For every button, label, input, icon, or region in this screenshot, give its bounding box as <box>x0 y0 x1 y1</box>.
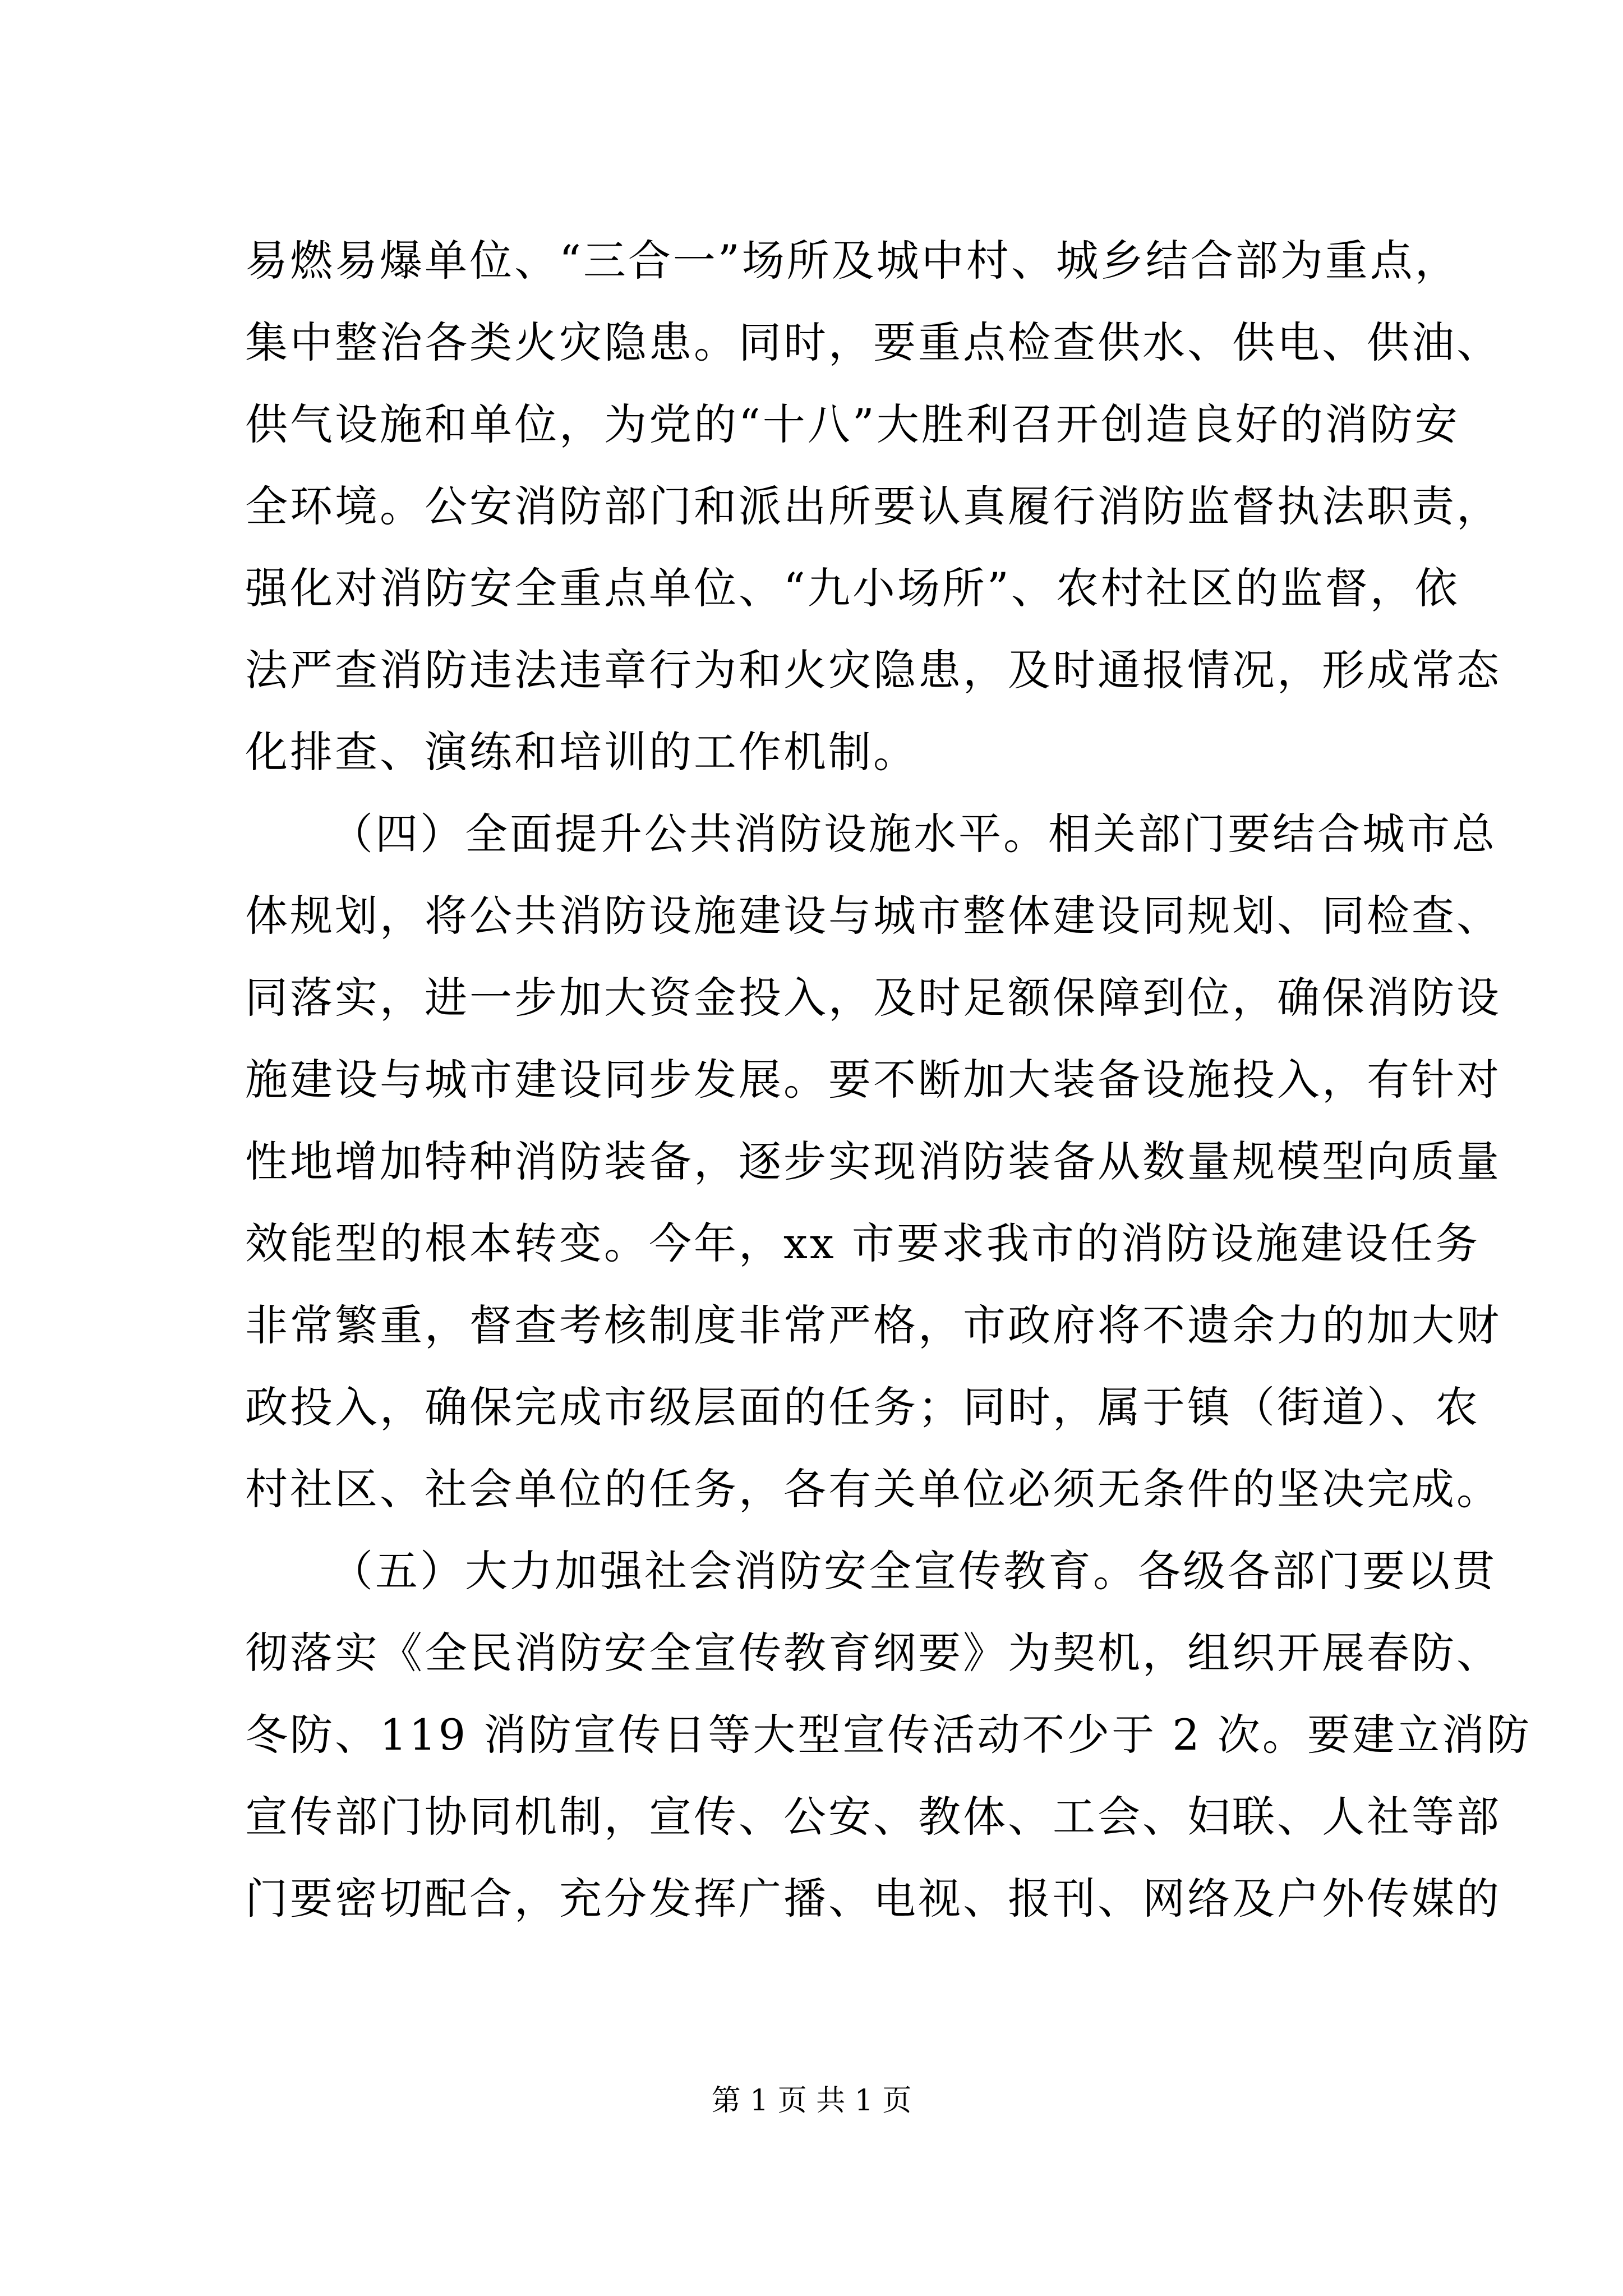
text-line: 门要密切配合，充分发挥广播、电视、报刊、网络及户外传媒的 <box>245 1874 1501 1924</box>
text-line: 非常繁重，督查考核制度非常严格，市政府将不遗余力的加大财 <box>245 1300 1501 1350</box>
text-line: 全环境。公安消防部门和派出所要认真履行消防监督执法职责， <box>245 481 1501 531</box>
text-line: 施建设与城市建设同步发展。要不断加大装备设施投入，有针对 <box>245 1055 1501 1105</box>
text-line: 政投入，确保完成市级层面的任务；同时，属于镇（街道）、农 <box>245 1382 1480 1432</box>
text-line: 体规划，将公共消防设施建设与城市整体建设同规划、同检查、 <box>245 891 1501 941</box>
text-line: 效能型的根本转变。今年，xx 市要求我市的消防设施建设任务 <box>245 1218 1480 1268</box>
text-line: 村社区、社会单位的任务，各有关单位必须无条件的坚决完成。 <box>245 1464 1501 1514</box>
text-line: 同落实，进一步加大资金投入，及时足额保障到位，确保消防设 <box>245 973 1501 1023</box>
text-line: 宣传部门协同机制，宣传、公安、教体、工会、妇联、人社等部 <box>245 1792 1501 1842</box>
text-line: 彻落实《全民消防安全宣传教育纲要》为契机，组织开展春防、 <box>245 1628 1501 1678</box>
text-line: 化排查、演练和培训的工作机制。 <box>245 727 918 777</box>
text-line: 易燃易爆单位、“三合一”场所及城中村、城乡结合部为重点， <box>245 236 1460 286</box>
text-line: 冬防、119 消防宣传日等大型宣传活动不少于 2 次。要建立消防 <box>245 1710 1532 1760</box>
paragraph-start-line: （五）大力加强社会消防安全宣传教育。各级各部门要以贯 <box>330 1546 1497 1596</box>
page-footer <box>0 2081 1623 2120</box>
text-line: 供气设施和单位，为党的“十八”大胜利召开创造良好的消防安 <box>245 399 1460 449</box>
page-number-label: 第 1 页 共 1 页 <box>711 2084 912 2118</box>
text-line: 集中整治各类火灾隐患。同时，要重点检查供水、供电、供油、 <box>245 318 1501 367</box>
text-line: 法严查消防违法违章行为和火灾隐患，及时通报情况，形成常态 <box>245 645 1501 695</box>
paragraph-start-line: （四）全面提升公共消防设施水平。相关部门要结合城市总 <box>330 809 1497 859</box>
text-line: 性地增加特种消防装备，逐步实现消防装备从数量规模型向质量 <box>245 1137 1501 1186</box>
body-text <box>245 220 1532 1940</box>
text-line: 强化对消防安全重点单位、“九小场所”、农村社区的监督，依 <box>245 563 1460 613</box>
